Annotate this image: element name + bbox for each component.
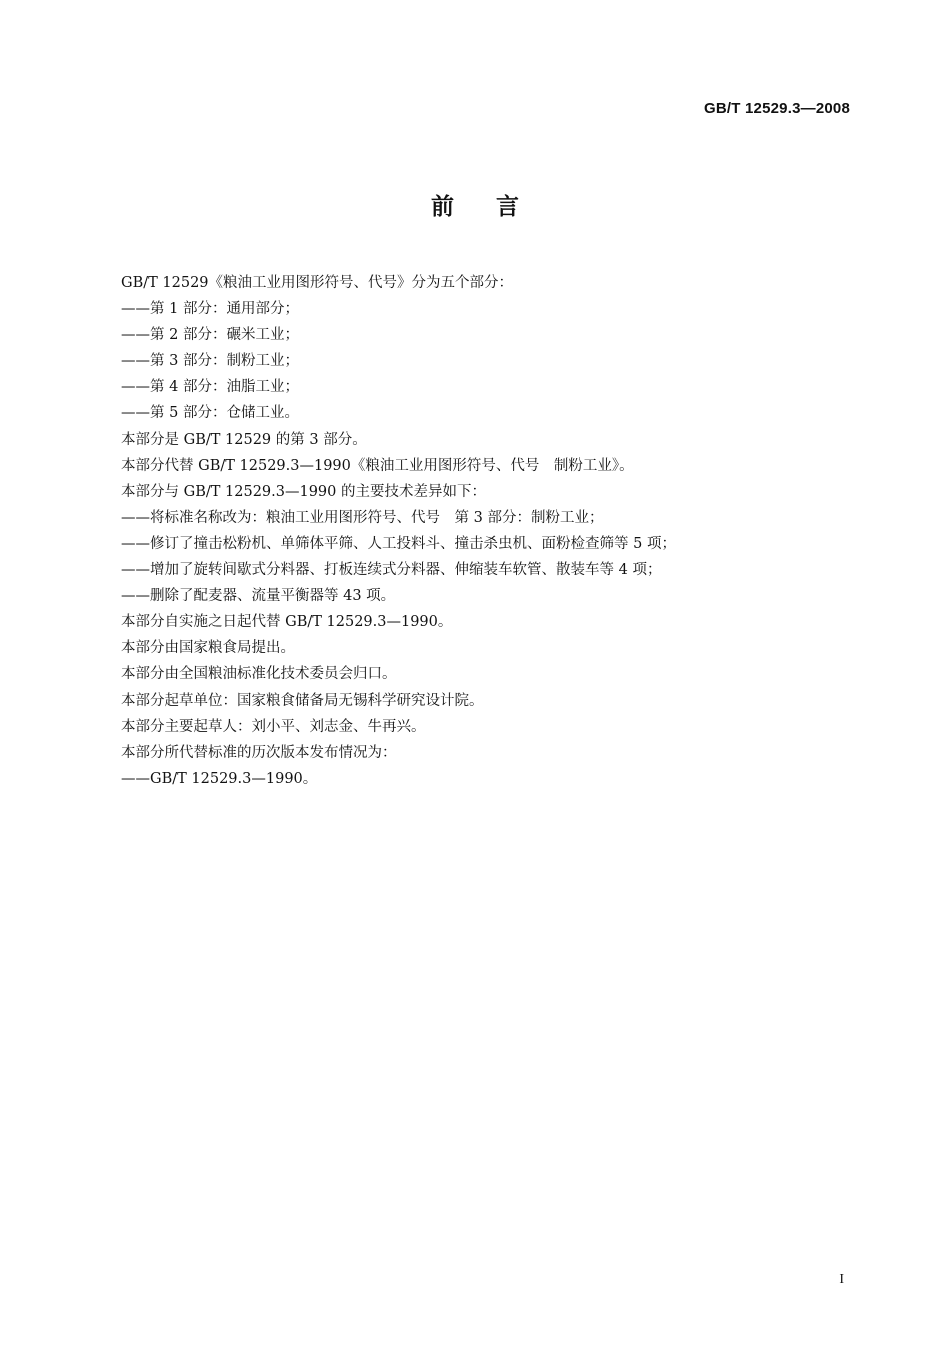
page-title: 前言 — [431, 194, 561, 220]
list-item: ——第 3 部分：制粉工业； — [121, 353, 299, 370]
paragraph-line: 本部分起草单位：国家粮食储备局无锡科学研究设计院。 — [121, 692, 484, 709]
list-item: ——第 4 部分：油脂工业； — [121, 379, 299, 396]
standard-code: GB/T 12529.3—2008 — [704, 100, 850, 117]
paragraph-line: 本部分主要起草人：刘小平、刘志金、牛再兴。 — [121, 718, 426, 735]
list-item: ——第 1 部分：通用部分； — [121, 301, 299, 318]
list-item: ——将标准名称改为：粮油工业用图形符号、代号 第 3 部分：制粉工业； — [121, 509, 604, 526]
foreword-body — [121, 270, 841, 792]
list-item: ——第 5 部分：仓储工业。 — [121, 405, 299, 422]
list-item: ——第 2 部分：碾米工业； — [121, 327, 299, 344]
paragraph-line: 本部分代替 GB/T 12529.3—1990《粮油工业用图形符号、代号 制粉工业》。 — [121, 457, 634, 474]
paragraph-line: 本部分由全国粮油标准化技术委员会归口。 — [121, 666, 397, 683]
paragraph-line: GB/T 12529《粮油工业用图形符号、代号》分为五个部分： — [121, 275, 514, 291]
paragraph-line: 本部分所代替标准的历次版本发布情况为： — [121, 744, 397, 761]
list-item: ——增加了旋转间歇式分料器、打板连续式分料器、伸缩装车软管、散装车等 4 项； — [121, 562, 662, 579]
list-item: ——删除了配麦器、流量平衡器等 43 项。 — [121, 588, 396, 605]
page-number: I — [839, 1272, 844, 1287]
paragraph-line: 本部分由国家粮食局提出。 — [121, 640, 295, 657]
paragraph-line: 本部分是 GB/T 12529 的第 3 部分。 — [121, 431, 367, 448]
paragraph-line: 本部分自实施之日起代替 GB/T 12529.3—1990。 — [121, 614, 453, 631]
list-item: ——修订了撞击松粉机、单筛体平筛、人工投料斗、撞击杀虫机、面粉检查筛等 5 项； — [121, 535, 676, 552]
paragraph-line: 本部分与 GB/T 12529.3—1990 的主要技术差异如下： — [121, 483, 486, 500]
list-item: ——GB/T 12529.3—1990。 — [121, 770, 318, 787]
